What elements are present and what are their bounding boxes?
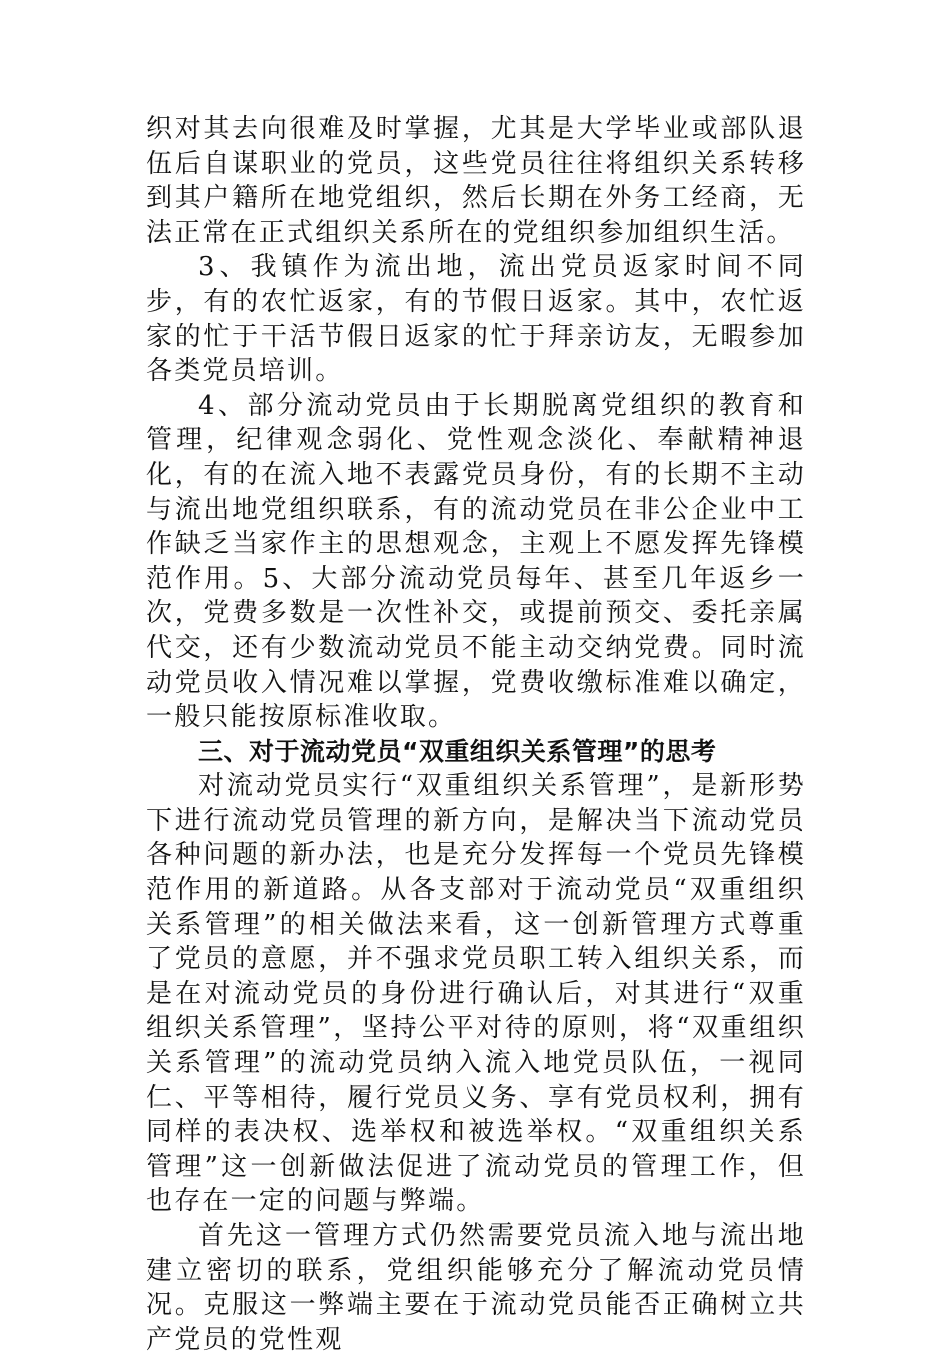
paragraph-section-3-intro: 对流动党员实行“双重组织关系管理”，是新形势下进行流动党员管理的新方向，是解决当下流动党员各种问题的新办法，也是充分发挥每一个党员先锋模范作用的新道路。从各支部对于流动党员“双重组织关系管理”的相关做法来看，这一创新管理方式尊重了党员的意愿，并不强求党员职工转入组织关系，而是在对流动党员的身份进行确认后，对其进行“双重组织关系管理”，坚持公平对待的原则，将“双重组织关系管理”的流动党员纳入流入地党员队伍，一视同仁、平等相待，履行党员义务、享有党员权利，拥有同样的表决权、选举权和被选举权。“双重组织关系管理”这一创新做法促进了流动党员的管理工作，但也存在一定的问题与弊端。	[146, 771, 806, 1217]
paragraph-firstly: 首先这一管理方式仍然需要党员流入地与流出地建立密切的联系，党组织能够充分了解流动党员情况。克服这一弊端主要在于流动党员能否正确树立共产党员的党性观	[146, 1221, 806, 1355]
paragraph-continued: 织对其去向很难及时掌握，尤其是大学毕业或部队退伍后自谋职业的党员，这些党员往往将组织关系转移到其户籍所在地党组织，然后长期在外务工经商，无法正常在正式组织关系所在的党组织参加组织生活。	[146, 114, 806, 248]
section-heading-3: 三、对于流动党员“双重组织关系管理”的思考	[198, 736, 717, 766]
paragraph-point-4-5: 4、部分流动党员由于长期脱离党组织的教育和管理，纪律观念弱化、党性观念淡化、奉献精神退化，有的在流入地不表露党员身份，有的长期不主动与流出地党组织联系，有的流动党员在非公企业中工作缺乏当家作主的思想观念，主观上不愿发挥先锋模范作用。5、大部分流动党员每年、甚至几年返乡一次，党费多数是一次性补交，或提前预交、委托亲属代交，还有少数流动党员不能主动交纳党费。同时流动党员收入情况难以掌握，党费收缴标准难以确定，一般只能按原标准收取。	[146, 390, 806, 733]
document-page	[146, 112, 806, 1357]
paragraph-point-3: 3、我镇作为流出地，流出党员返家时间不同步，有的农忙返家，有的节假日返家。其中，农忙返家的忙于干活节假日返家的忙于拜亲访友，无暇参加各类党员培训。	[146, 252, 806, 387]
